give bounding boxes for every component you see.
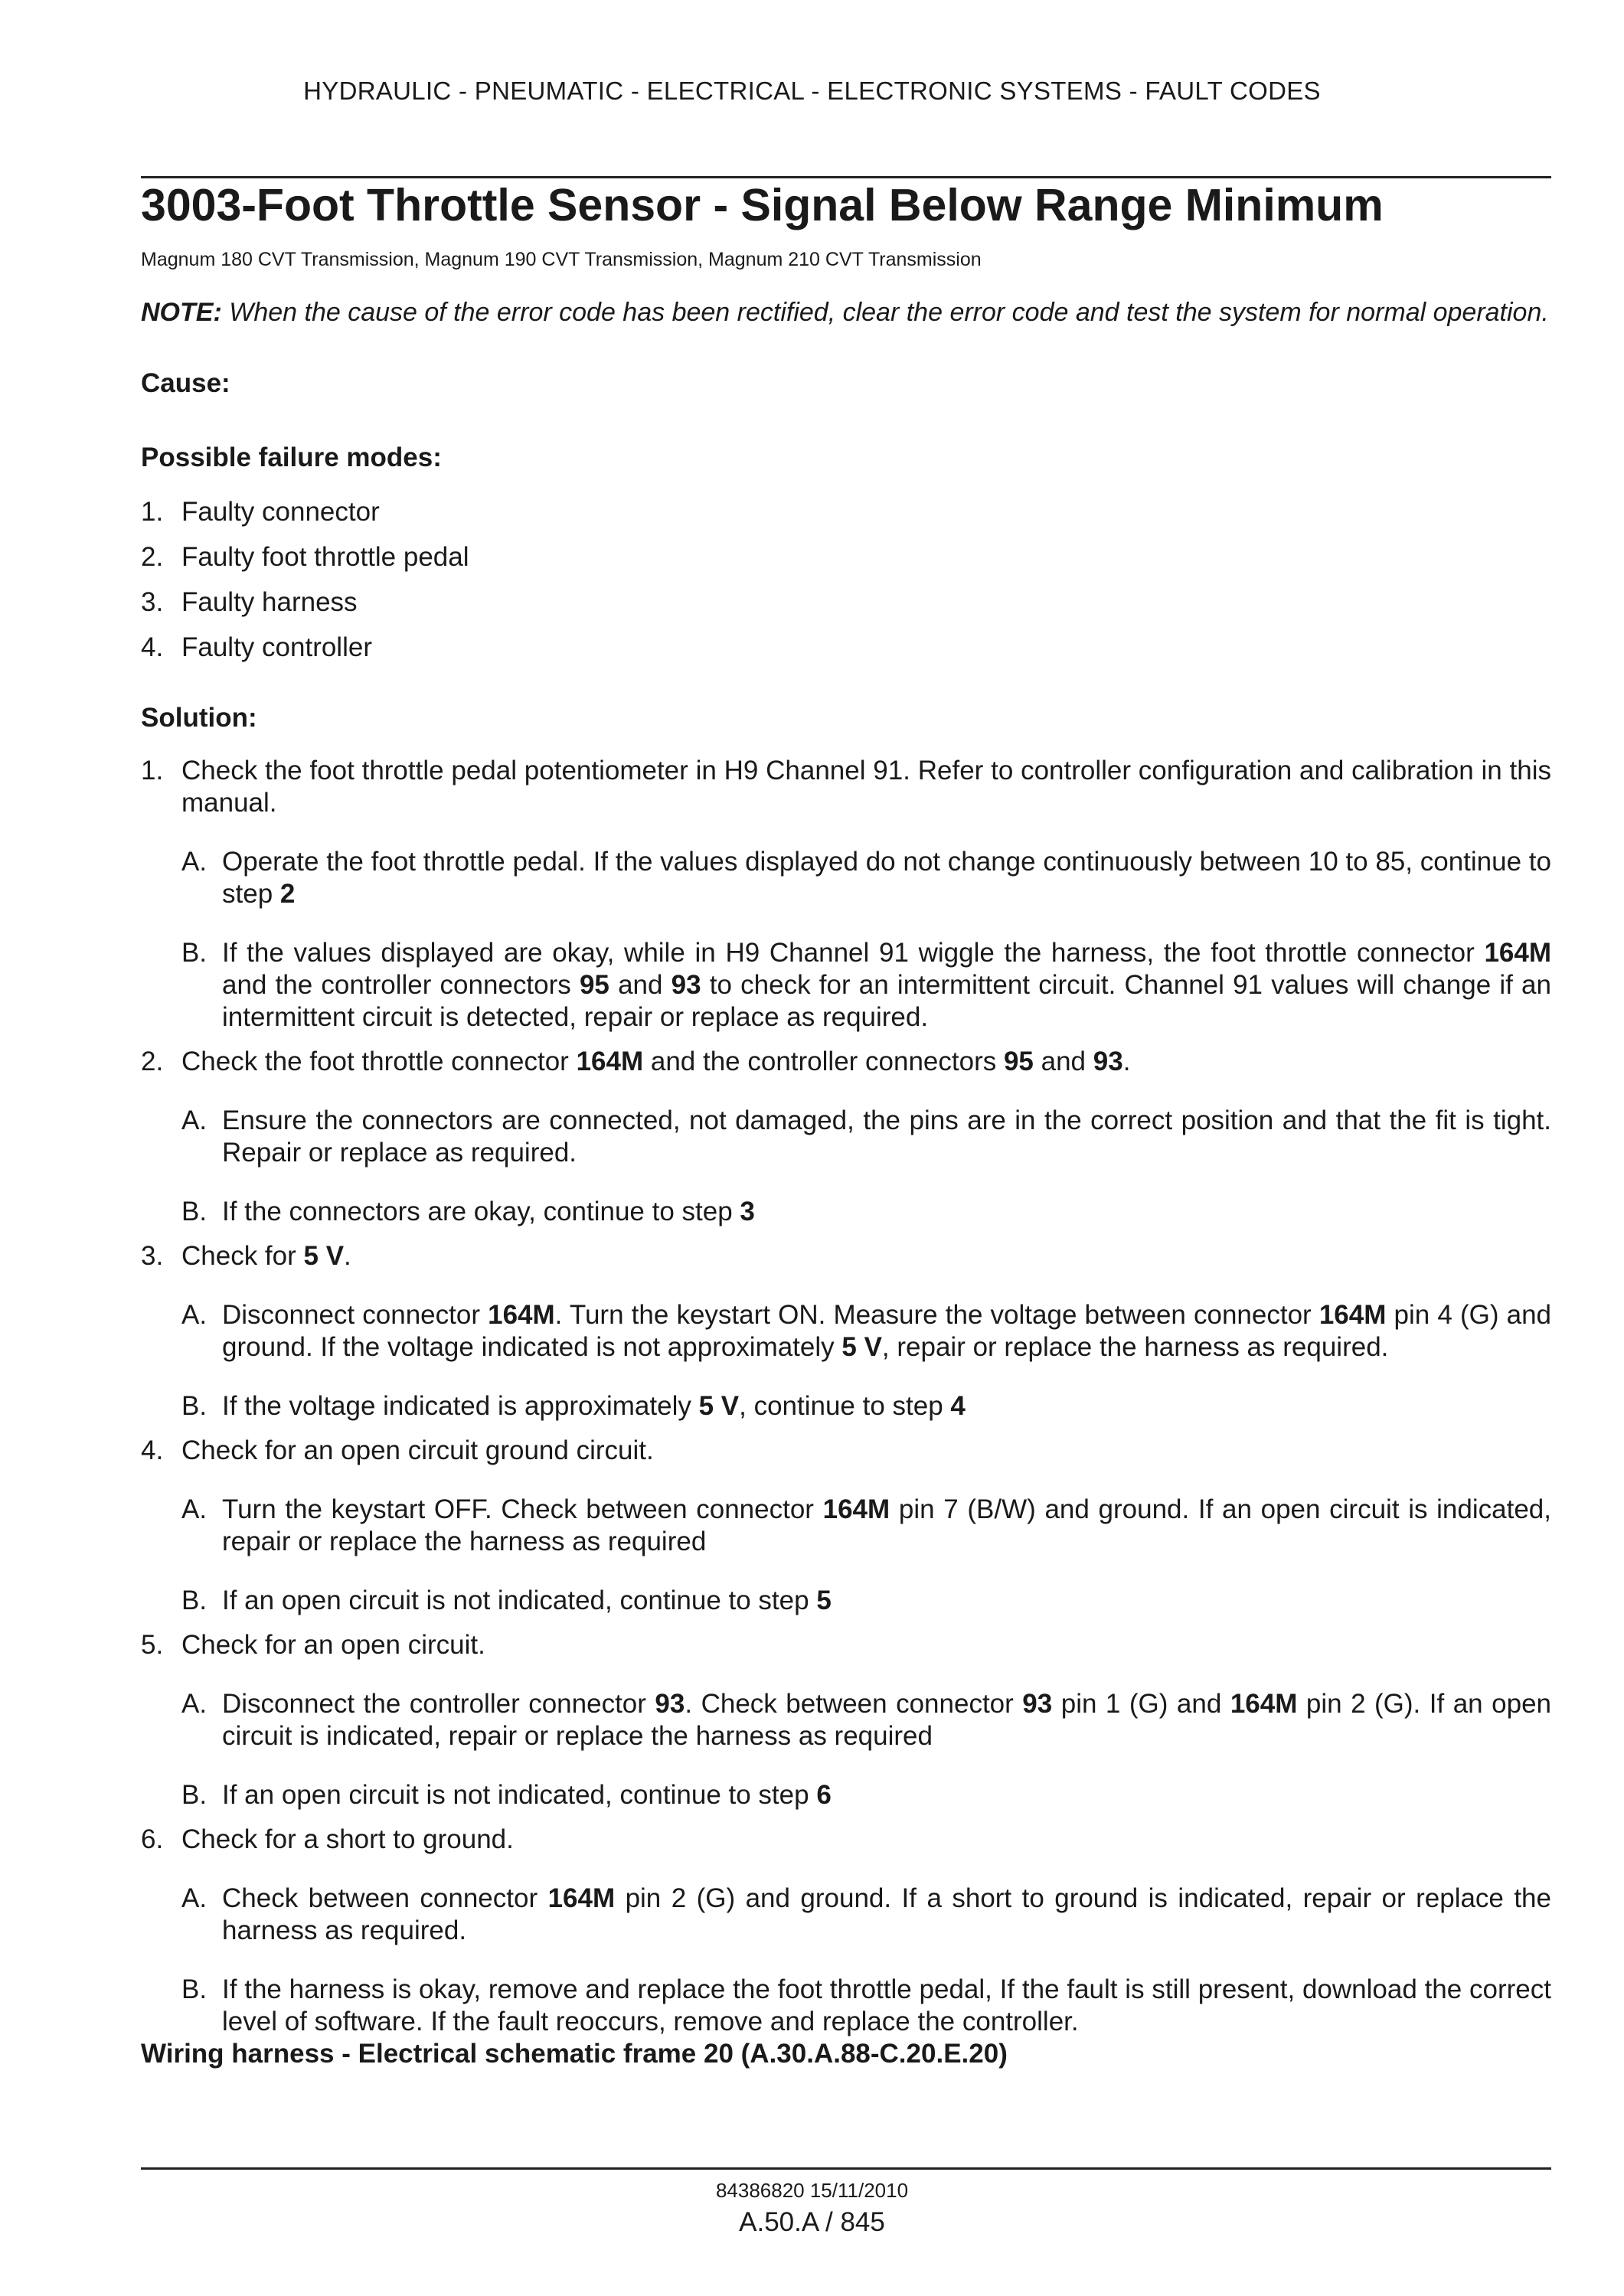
solution-substep	[181, 1883, 1551, 1947]
emphasis-value: 5 V	[698, 1390, 740, 1421]
solution-substep	[181, 846, 1551, 910]
running-header: HYDRAULIC - PNEUMATIC - ELECTRICAL - ELECTRONIC SYSTEMS - FAULT CODES	[303, 77, 1321, 105]
step-text-run: Ensure the connectors are connected, not damaged, the pins are in the correct position and that the fit is tight. Repair or replace as required.	[222, 1105, 1551, 1168]
step-number: 6.	[141, 1824, 164, 1854]
substep-text	[222, 1196, 1551, 1228]
solution-step	[141, 1629, 1551, 1661]
step-text-run: Operate the foot throttle pedal. If the values displayed do not change continuously between 10 to 85, continue to step	[222, 846, 1551, 909]
wiring-reference: Wiring harness - Electrical schematic frame 20 (A.30.A.88-C.20.E.20)	[141, 2038, 1008, 2069]
solution-substep	[181, 1585, 1551, 1617]
step-text-run: . Check between connector	[685, 1688, 1023, 1719]
step-text-run: Check for an open circuit ground circuit.	[181, 1435, 654, 1465]
note-label: NOTE:	[141, 297, 222, 327]
substep-text	[222, 1585, 1551, 1617]
step-text: Check the foot throttle pedal potentiometer in H9 Channel 91. Refer to controller configuration and calibration in this manual.	[181, 755, 1551, 818]
step-text-run: If the values displayed are okay, while in H9 Channel 91 wiggle the harness, the foot throttle connector	[222, 937, 1485, 968]
substep-letter: B.	[181, 1779, 207, 1810]
failure-modes-list	[141, 496, 1551, 677]
step-number: 4.	[141, 1435, 164, 1465]
substep-letter: B.	[181, 1196, 207, 1226]
step-text	[181, 1046, 1551, 1078]
solution-substep	[181, 1494, 1551, 1558]
substep-letter: B.	[181, 937, 207, 968]
solution-step	[141, 1240, 1551, 1272]
substep-letter: B.	[181, 1974, 207, 2004]
solution-step	[141, 1435, 1551, 1467]
substep-text	[222, 1105, 1551, 1169]
emphasis-value: 164M	[576, 1046, 644, 1076]
emphasis-value: 93	[1022, 1688, 1053, 1719]
step-text-run: pin 4 (G) and ground. If the voltage indicated is not approximately	[222, 1299, 1552, 1362]
substep-letter: A.	[181, 1105, 207, 1135]
emphasis-value: 95	[1003, 1046, 1034, 1076]
substep-text	[222, 1688, 1551, 1752]
step-text-run: .	[1122, 1046, 1131, 1076]
emphasis-value: 93	[1093, 1046, 1123, 1076]
step-text-run: pin 2 (G). If an open circuit is indicated, repair or replace the harness as required	[222, 1688, 1551, 1751]
failure-modes-heading: Possible failure modes:	[141, 442, 442, 472]
substep-letter: A.	[181, 1883, 207, 1913]
note-text: When the cause of the error code has been rectified, clear the error code and test the system for normal operation.	[229, 297, 1549, 327]
solution-heading: Solution:	[141, 702, 257, 733]
emphasis-value: 164M	[1230, 1688, 1298, 1719]
solution-step	[141, 755, 1551, 819]
substep-text	[222, 1390, 1551, 1422]
note-paragraph	[141, 297, 1551, 328]
step-text-run: Disconnect the controller connector	[222, 1688, 655, 1719]
solution-substep	[181, 1299, 1551, 1364]
list-item: 4. Faulty controller	[141, 632, 372, 662]
emphasis-value: 93	[671, 969, 701, 1000]
solution-substep	[181, 937, 1551, 1034]
substep-letter: B.	[181, 1585, 207, 1615]
list-item: 2. Faulty foot throttle pedal	[141, 541, 469, 572]
header-rule	[141, 176, 1551, 178]
step-text	[181, 1629, 1551, 1661]
step-text-run: , repair or replace the harness as required.	[881, 1331, 1389, 1362]
step-text-run: If an open circuit is not indicated, continue to step	[222, 1779, 817, 1810]
step-text-run: and the controller connectors	[643, 1046, 1004, 1076]
emphasis-value: 5	[816, 1585, 832, 1615]
step-text-run: If an open circuit is not indicated, continue to step	[222, 1585, 817, 1615]
substep-text	[222, 846, 1551, 910]
solution-steps	[141, 755, 1551, 2038]
step-number: 5.	[141, 1629, 164, 1660]
solution-substep	[181, 1196, 1551, 1228]
emphasis-value: 95	[579, 969, 609, 1000]
substep-letter: A.	[181, 1494, 207, 1524]
step-text	[181, 1824, 1551, 1856]
emphasis-value: 164M	[1484, 937, 1551, 968]
document-code: 84386820 15/11/2010	[715, 2179, 909, 2202]
solution-step	[141, 1046, 1551, 1078]
step-text-run: and	[1033, 1046, 1093, 1076]
step-text-run: to check for an intermittent circuit. Channel 91 values will change if an intermittent circuit is detected, repair or replace as required.	[222, 969, 1551, 1032]
substep-text	[222, 1883, 1551, 1947]
step-text-run: If the connectors are okay, continue to step	[222, 1196, 740, 1226]
step-text-run: Check for a short to ground.	[181, 1824, 514, 1854]
step-text-run: Check the foot throttle connector	[181, 1046, 577, 1076]
emphasis-value: 164M	[822, 1494, 890, 1524]
substep-letter: A.	[181, 1299, 207, 1330]
step-text-run: and	[609, 969, 671, 1000]
step-number: 2.	[141, 1046, 164, 1076]
step-number: 1.	[141, 755, 164, 785]
emphasis-value: 5 V	[303, 1240, 345, 1271]
emphasis-value: 3	[740, 1196, 755, 1226]
step-text-run: If the harness is okay, remove and replace the foot throttle pedal, If the fault is still present, download the correct level of software. If the fault reoccurs, remove and replace the controller.	[222, 1974, 1551, 2036]
step-text-run: .	[344, 1240, 351, 1271]
step-text	[181, 1240, 1551, 1272]
step-text-run: pin 2 (G) and ground. If a short to ground is indicated, repair or replace the harness as required.	[222, 1883, 1551, 1945]
step-text-run: Check for	[181, 1240, 304, 1271]
emphasis-value: 5 V	[841, 1331, 882, 1362]
page-title: 3003-Foot Throttle Sensor - Signal Below Range Minimum	[141, 180, 1384, 230]
step-number: 3.	[141, 1240, 164, 1271]
substep-text	[222, 937, 1551, 1034]
step-text-run: Turn the keystart OFF. Check between connector	[222, 1494, 823, 1524]
emphasis-value: 164M	[547, 1883, 616, 1913]
emphasis-value: 164M	[488, 1299, 555, 1330]
substep-text	[222, 1299, 1551, 1364]
emphasis-value: 2	[279, 878, 296, 909]
step-text-run: Check for an open circuit.	[181, 1629, 485, 1660]
list-item: 1. Faulty connector	[141, 496, 380, 527]
step-text-run: . Turn the keystart ON. Measure the voltage between connector	[554, 1299, 1319, 1330]
page-content	[141, 181, 1551, 2070]
footer-rule	[141, 2167, 1551, 2170]
page-reference: A.50.A / 845	[739, 2207, 885, 2237]
substep-text	[222, 1779, 1551, 1811]
step-text-run: Check between connector	[222, 1883, 548, 1913]
step-text-run: and the controller connectors	[222, 969, 580, 1000]
step-text	[181, 1435, 1551, 1467]
substep-text	[222, 1494, 1551, 1558]
emphasis-value: 164M	[1318, 1299, 1387, 1330]
applicable-models: Magnum 180 CVT Transmission, Magnum 190 CVT Transmission, Magnum 210 CVT Transmission	[141, 248, 982, 270]
substep-letter: B.	[181, 1390, 207, 1421]
solution-step	[141, 1824, 1551, 1856]
solution-substep	[181, 1688, 1551, 1752]
substep-letter: A.	[181, 846, 207, 877]
solution-substep	[181, 1779, 1551, 1811]
step-text-run: pin 1 (G) and	[1052, 1688, 1230, 1719]
step-text-run: pin 7 (B/W) and ground. If an open circuit is indicated, repair or replace the harness as required	[222, 1494, 1551, 1556]
solution-substep	[181, 1105, 1551, 1169]
step-text-run: Disconnect connector	[222, 1299, 489, 1330]
substep-letter: A.	[181, 1688, 207, 1719]
emphasis-value: 4	[950, 1390, 966, 1421]
solution-substep	[181, 1974, 1551, 2038]
solution-substep	[181, 1390, 1551, 1422]
step-text-run: , continue to step	[739, 1390, 951, 1421]
emphasis-value: 93	[655, 1688, 685, 1719]
substep-text	[222, 1974, 1551, 2038]
step-text-run: If the voltage indicated is approximately	[222, 1390, 699, 1421]
cause-heading: Cause:	[141, 367, 230, 398]
emphasis-value: 6	[816, 1779, 832, 1810]
list-item: 3. Faulty harness	[141, 586, 358, 617]
